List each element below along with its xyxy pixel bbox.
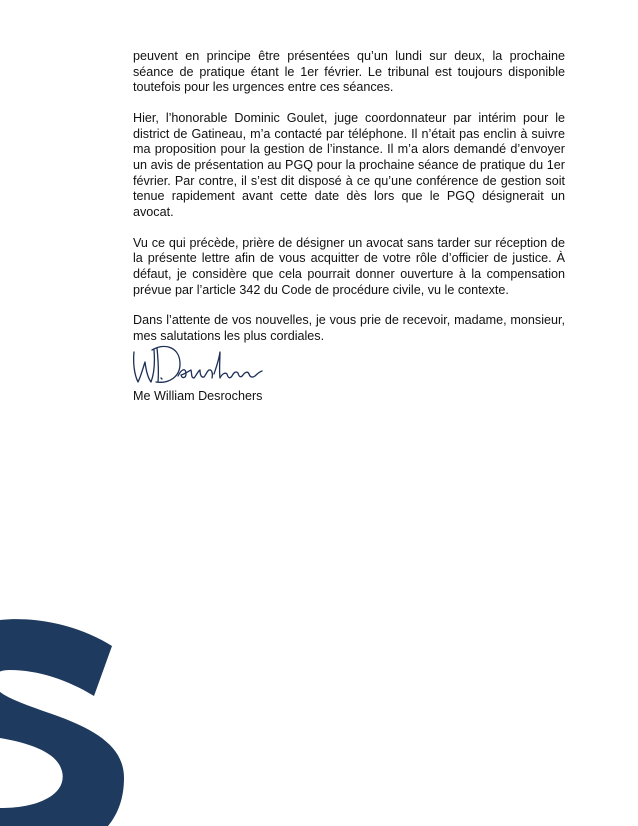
paragraph-judge-call: Hier, l’honorable Dominic Goulet, juge coordonnateur par intérim pour le district de Gatineau, m’a contacté par téléphone. Il n’était pas enclin à suivre ma proposition pour la gestion de l’instance. Il m’a alors demandé d’envoyer un avis de présentation au PGQ pour la prochaine séance de pratique du 1er février. Par contre, il s’est dit disposé à ce qu’une conférence de gestion soit tenue rapidement avant cette date dès lors que le PGQ désignerait un avocat. [133, 111, 565, 219]
signature-icon [128, 338, 268, 392]
letter-body [133, 49, 565, 360]
paragraph-practice-sessions: peuvent en principe être présentées qu’un lundi sur deux, la prochaine séance de pratique étant le 1er février. Le tribunal est toujours disponible toutefois pour les urgences entre ces séances. [133, 49, 565, 95]
brand-s-logo-icon [0, 618, 140, 826]
signatory-name: Me William Desrochers [133, 389, 263, 403]
paragraph-request-counsel: Vu ce qui précède, prière de désigner un avocat sans tarder sur réception de la présente lettre afin de vous acquitter de votre rôle d’officier de justice. À défaut, je considère que cela pourrait donner ouverture à la compensation prévue par l’article 342 du Code de procédure civile, vu le contexte. [133, 235, 565, 297]
handwritten-signature [128, 338, 268, 392]
paragraph-closing: Dans l’attente de vos nouvelles, je vous prie de recevoir, madame, monsieur, mes salutations les plus cordiales. [133, 313, 565, 344]
